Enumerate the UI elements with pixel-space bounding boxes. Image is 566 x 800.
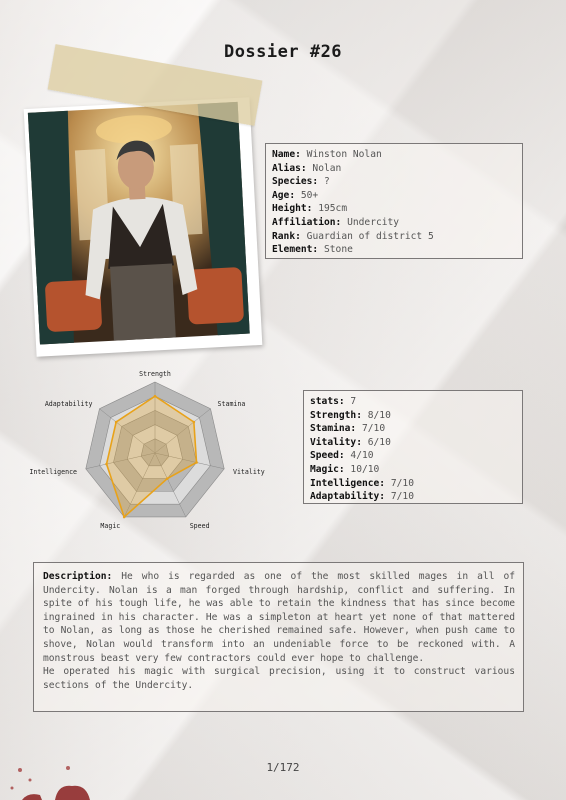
profile-row-value: Nolan (306, 162, 342, 174)
profile-row-value: 195cm (312, 203, 348, 215)
stat-row-value: 10/10 (344, 463, 380, 475)
stat-row-key: Adaptability: (310, 491, 386, 503)
profile-row (272, 216, 522, 230)
stats-radar-chart (29, 370, 270, 531)
radar-category-label: Speed (189, 522, 210, 531)
profile-row-value: Winston Nolan (300, 149, 382, 160)
stat-row-value: 4/10 (344, 450, 374, 462)
profile-row-key: Height: (272, 203, 313, 215)
radar-point (105, 463, 108, 466)
stat-row-key: stats: (310, 396, 345, 407)
profile-row-key: Affiliation: (272, 216, 342, 228)
stat-row-key: Speed: (310, 450, 345, 462)
radar-point (123, 516, 126, 519)
stat-row (310, 409, 522, 423)
radar-point (193, 421, 196, 424)
profile-row-value: ? (318, 176, 330, 188)
radar-point (166, 477, 169, 480)
profile-row-value: Guardian of district 5 (300, 230, 434, 242)
profile-row (272, 175, 522, 189)
profile-row (272, 243, 522, 257)
profile-row-key: Species: (272, 176, 319, 188)
profile-row (272, 202, 522, 216)
stat-row-key: Stamina: (310, 423, 357, 435)
radar-point (154, 395, 157, 398)
profile-row-key: Name: (272, 149, 301, 160)
radar-category-label: Stamina (217, 400, 246, 409)
radar-point (195, 461, 198, 464)
profile-row (272, 230, 522, 244)
radar-category-label: Vitality (232, 467, 265, 476)
profile-row-key: Alias: (272, 162, 307, 174)
stat-row (310, 395, 522, 409)
stat-row (310, 449, 522, 463)
stat-row (310, 477, 522, 491)
profile-row (272, 189, 522, 203)
radar-category-label: Intelligence (29, 467, 78, 476)
stat-row (310, 463, 522, 477)
portrait-illustration (28, 102, 250, 345)
radar-category-label: Magic (100, 522, 121, 531)
profile-row-value: Stone (318, 244, 353, 256)
character-portrait (24, 97, 263, 356)
profile-row-key: Age: (272, 189, 296, 201)
stat-row-value: 7/10 (356, 423, 386, 435)
stat-row-key: Intelligence: (310, 477, 386, 489)
stat-row-value: 7/10 (385, 477, 414, 489)
profile-row-value: Undercity (341, 216, 400, 228)
stat-row-value: 7/10 (385, 491, 414, 503)
stat-row-key: Magic: (310, 463, 345, 475)
profile-row-value: 50+ (295, 189, 319, 201)
profile-row-key: Rank: (272, 230, 301, 242)
profile-row-key: Element: (272, 244, 319, 256)
stat-row (310, 436, 522, 450)
stats-box (303, 390, 523, 504)
radar-point (115, 421, 118, 424)
description-box (33, 562, 524, 712)
profile-row (272, 162, 522, 176)
page-number: 1/172 (266, 761, 300, 774)
radar-category-label: Strength (139, 370, 171, 378)
description-text-2: He operated his magic with surgical precision, using it to construct various sections of the Undercity. (43, 666, 515, 691)
stat-row (310, 490, 522, 504)
stat-row-key: Strength: (310, 409, 362, 421)
page-title: Dossier #26 (223, 42, 343, 62)
profile-row (272, 148, 522, 162)
stat-row-value: 6/10 (361, 436, 391, 448)
radar-category-label: Adaptability (44, 400, 93, 409)
stat-row-value: 8/10 (361, 409, 391, 421)
stat-row-value: 7 (344, 396, 357, 407)
description-label: Description: (43, 571, 113, 582)
profile-box (265, 143, 523, 259)
description-text: He who is regarded as one of the most skilled mages in all of Undercity. Nolan is a man forged through hardship, conflict and suffering. In spite of his tough life, he was able to retain the kindness that has since become ingrained in his character. He was a simpleton at heart yet none of that mattered to Nolan, as long as those he cherished remained safe. However, when push came to shove, Nolan would transform into an undeniable force to be reckoned with. A monstrous beast very few contractors could ever hope to challenge. (43, 571, 515, 664)
stat-row-key: Vitality: (310, 436, 362, 448)
stat-row (310, 422, 522, 436)
blood-stain-decoration (0, 740, 100, 800)
